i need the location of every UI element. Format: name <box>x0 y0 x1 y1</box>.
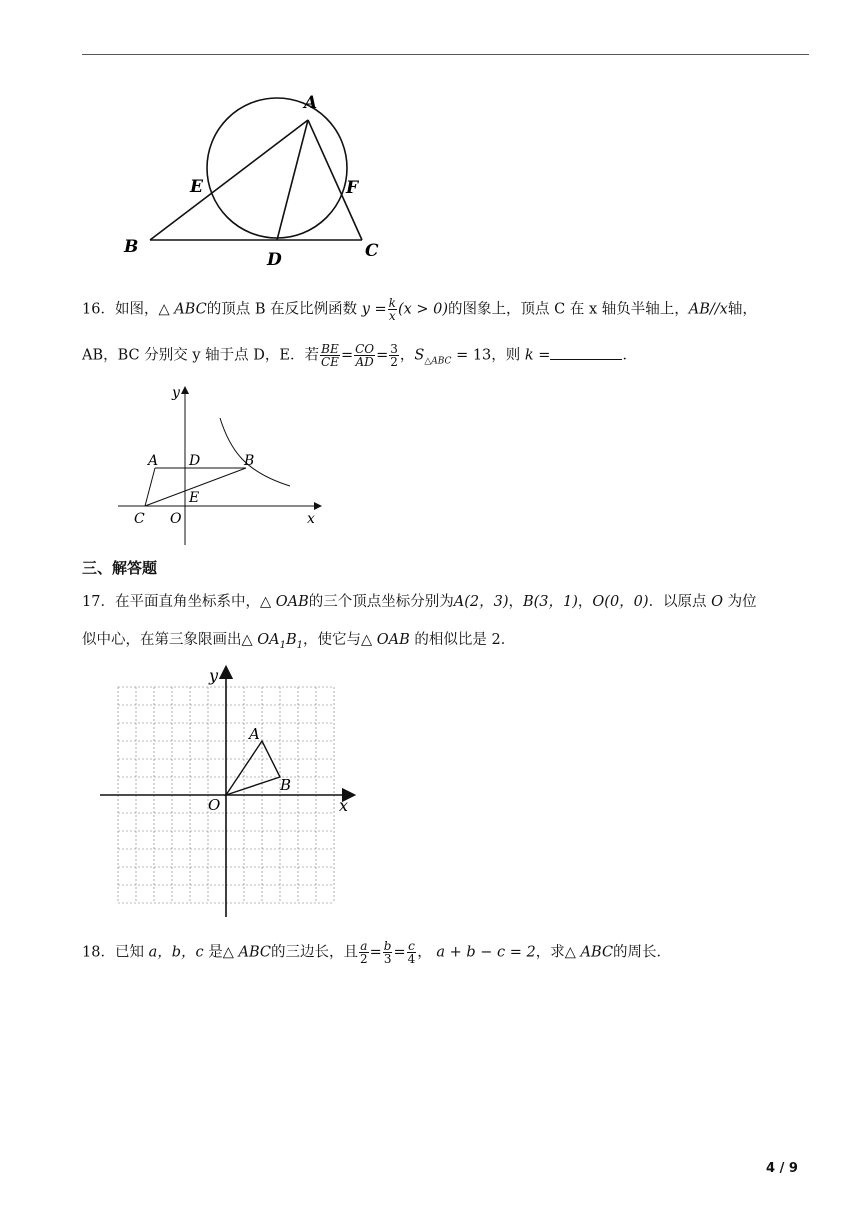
fraction-3-2: $\frac{3}{2}$ <box>390 342 398 369</box>
question-number: 17． <box>82 594 115 610</box>
label-B: B <box>244 453 255 469</box>
label-E: E <box>190 177 203 197</box>
label-D: D <box>189 453 201 469</box>
fraction-a-2: $\frac{a}{2}$ <box>360 939 368 966</box>
question-number: 18． <box>82 944 115 961</box>
label-C: C <box>134 511 145 527</box>
label-O: O <box>208 796 221 814</box>
fraction-k-over-x: $\frac{k}{x}$ <box>388 296 396 323</box>
segment-AB <box>150 120 308 240</box>
segment-AD <box>277 120 308 240</box>
figure-q15-circle-triangle <box>110 85 410 270</box>
label-x: x <box>339 796 349 815</box>
label-x: x <box>307 511 315 527</box>
question-16-line-1: 16．如图，△ ABC的顶点 B 在反比例函数 y = $\frac{k}{x}$ (x > 0)的图象上，顶点 C 在 x 轴负半轴上，AB//x轴， <box>82 296 757 323</box>
label-y: y <box>209 666 219 685</box>
label-B: B <box>124 237 139 257</box>
fraction-CO-AD: $\frac{CO}{AD}$ <box>355 342 375 369</box>
page-number: 4 / 9 <box>766 1161 798 1176</box>
segment-AC <box>145 468 155 506</box>
label-O: O <box>170 511 182 527</box>
question-17-line-1: 17．在平面直角坐标系中，△ OAB的三个顶点坐标分别为A(2，3)，B(3，1)，O(0，0)．以原点 O 为位 <box>82 594 757 610</box>
question-18: 18．已知 a，b，c 是△ ABC的三边长，且 $\frac{a}{2}$ = $\frac{b}{3}$ = $\frac{c}{4}$ ， a + b − c = 2，求△ ABC的周长． <box>82 939 672 966</box>
fraction-b-3: $\frac{b}{3}$ <box>383 939 392 966</box>
label-E: E <box>189 490 200 506</box>
fraction-BE-CE: $\frac{BE}{CE}$ <box>320 342 339 369</box>
label-A: A <box>148 453 159 469</box>
section-title: 三、解答题 <box>82 559 158 577</box>
header-rule <box>82 54 809 55</box>
question-number: 16． <box>82 301 115 318</box>
label-y: y <box>172 385 180 401</box>
fraction-c-4: $\frac{c}{4}$ <box>407 939 416 966</box>
label-B: B <box>280 776 292 794</box>
figure-q17-grid-coordinates <box>95 662 365 924</box>
circle <box>207 98 347 238</box>
question-17-line-2: 似中心，在第三象限画出△ $OA_1B_1$，使它与△ OAB 的相似比是 2． <box>82 632 516 651</box>
label-A: A <box>304 93 318 113</box>
triangle-OAB <box>226 741 280 795</box>
label-F: F <box>346 178 359 198</box>
label-D: D <box>267 250 282 270</box>
label-A: A <box>249 725 260 743</box>
figure-q16-hyperbola-triangle <box>110 380 330 550</box>
question-16-line-2: AB，BC 分别交 y 轴于点 D，E．若 $\frac{BE}{CE}$ = $\frac{CO}{AD}$ = $\frac{3}{2}$ ，$S_{\triangle ABC} = 13$，则 k = ． <box>82 342 637 369</box>
label-C: C <box>365 241 379 261</box>
hyperbola-curve <box>220 418 290 486</box>
answer-blank <box>550 345 622 360</box>
